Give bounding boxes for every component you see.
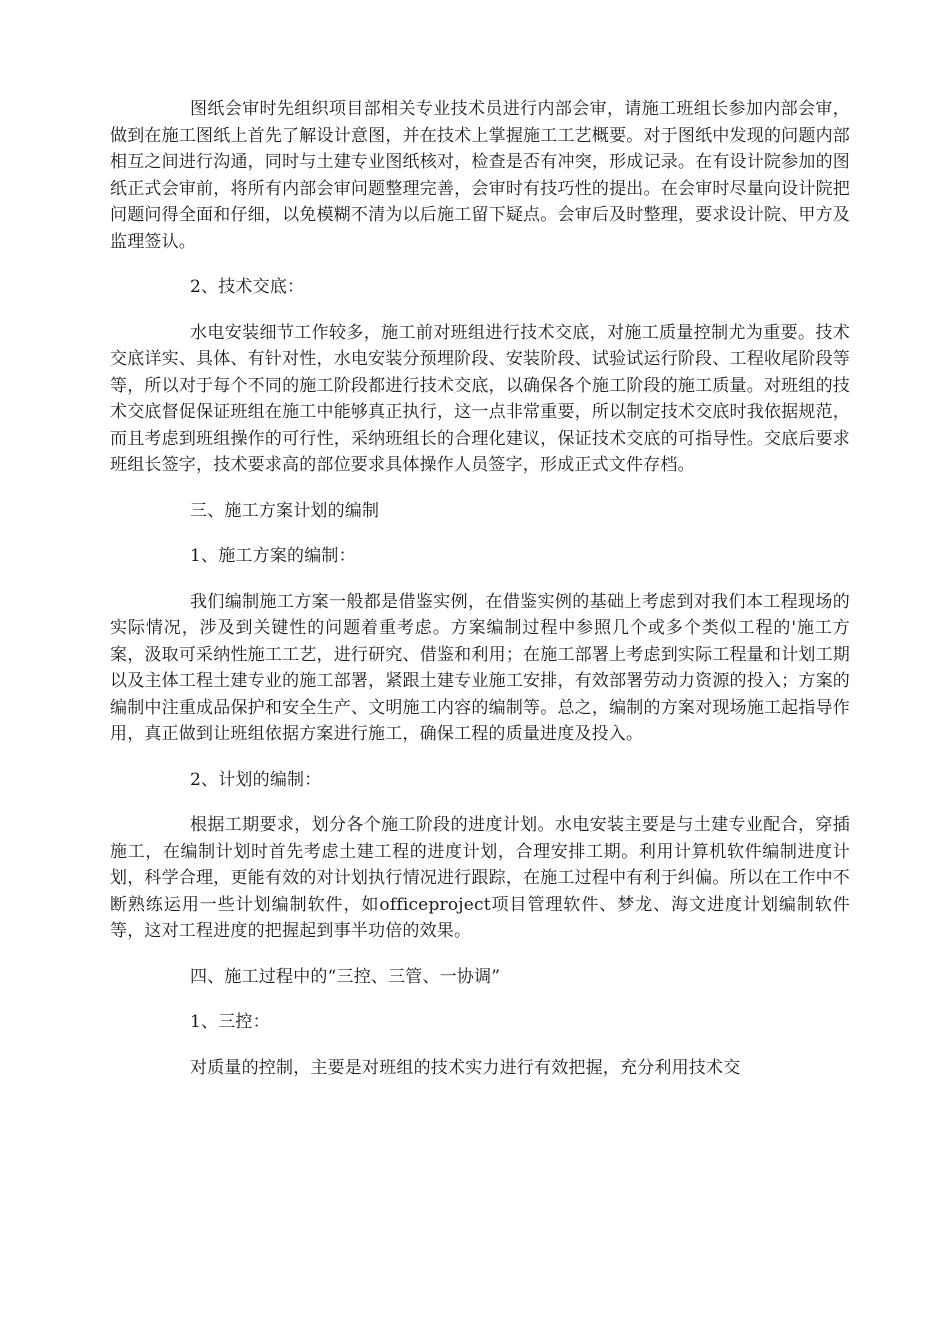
heading-construction-scheme: 1、施工方案的编制： <box>190 546 356 566</box>
paragraph-schedule-compilation: 根据工期要求，划分各个施工阶段的进度计划。水电安装主要是与土建专业配合，穿插施工，在编制计划时首先考虑土建工程的进度计划，合理安排工期。利用计算机软件编制进度计划，科学合理，更能有效的对计划执行情况进行跟踪，在施工过程中有利于纠偏。所以在工作中不断熟练运用一些计划编制软件，如officeproject项目管理软件、梦龙、海文进度计划编制软件等，这对工程进度的把握起到事半功倍的效果。 <box>110 815 850 941</box>
paragraph-technical-briefing: 水电安装细节工作较多，施工前对班组进行技术交底，对施工质量控制尤为重要。技术交底详实、具体、有针对性，水电安装分预埋阶段、安装阶段、试验试运行阶段、工程收尾阶段等等，所以对于每个不同的施工阶段都进行技术交底，以确保各个施工阶段的施工质量。对班组的技术交底督促保证班组在施工中能够真正执行，这一点非常重要，所以制定技术交底时我依据规范，而且考虑到班组操作的可行性，采纳班组长的合理化建议，保证技术交底的可指导性。交底后要求班组长签字，技术要求高的部位要求具体操作人员签字，形成正式文件存档。 <box>110 322 850 475</box>
paragraph-drawing-review: 图纸会审时先组织项目部相关专业技术员进行内部会审，请施工班组长参加内部会审，做到在施工图纸上首先了解设计意图，并在技术上掌握施工工艺概要。对于图纸中发现的问题内部相互之间进行沟通，同时与土建专业图纸核对，检查是否有冲突，形成记录。在有设计院参加的图纸正式会审前，将所有内部会审问题整理完善，会审时有技巧性的提出。在会审时尽量向设计院把问题问得全面和仔细，以免模糊不清为以后施工留下疑点。会审后及时整理，要求设计院、甲方及监理签认。 <box>110 99 850 252</box>
paragraph-construction-scheme: 我们编制施工方案一般都是借鉴实例，在借鉴实例的基础上考虑到对我们本工程现场的实际情况，涉及到关键性的问题着重考虑。方案编制过程中参照几个或多个类似工程的'施工方案，汲取可采纳性施工工艺，进行研究、借鉴和利用；在施工部署上考虑到实际工程量和计划工期以及主体工程土建专业的施工部署，紧跟土建专业施工安排，有效部署劳动力资源的投入；方案的编制中注重成品保护和安全生产、文明施工内容的编制等。总之，编制的方案对现场施工起指导作用，真正做到让班组依据方案进行施工，确保工程的质量进度及投入。 <box>110 591 850 744</box>
heading-schedule-compilation: 2、计划的编制： <box>190 769 322 790</box>
heading-technical-briefing: 2、技术交底： <box>190 277 305 297</box>
heading-three-controls: 1、三控： <box>190 1012 270 1032</box>
section-heading-three-controls: 四、施工过程中的“三控、三管、一协调” <box>190 966 501 987</box>
paragraph-quality-control: 对质量的控制，主要是对班组的技术实力进行有效把握，充分利用技术交 <box>190 1057 741 1078</box>
section-heading-plan-compilation: 三、施工方案计划的编制 <box>190 500 380 521</box>
